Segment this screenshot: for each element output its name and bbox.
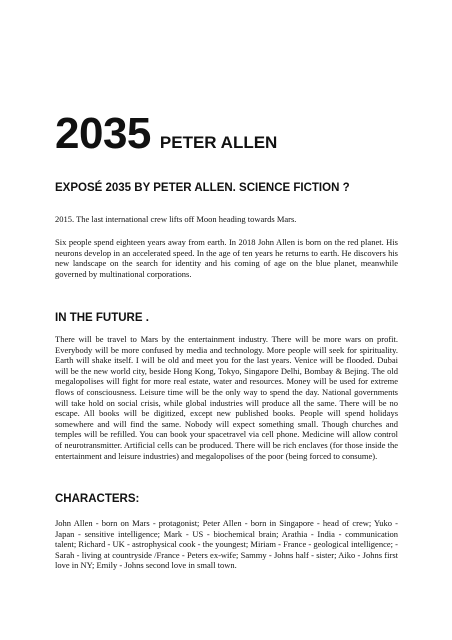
intro-paragraph-1: 2015. The last international crew lifts off Moon heading towards Mars. [55,214,297,224]
subtitle-heading: EXPOSÉ 2035 BY PETER ALLEN. SCIENCE FICTION ? [55,182,350,194]
characters-paragraph: John Allen - born on Mars - protagonist; Peter Allen - born in Singapore - head of crew; Yuko - Japan - sensitive intelligence; Mark - US - biochemical brain; Arathia - India - communication talent; Richard - UK - astrophysical cook - the youngest; Miriam - France - geological intelligence; - Sarah - living at countryside /France - Peters ex-wife; Sammy - Johns half - sister; Aiko - Johns first love in NY; Emily - Johns second love in small town. [55,518,398,571]
title-author: PETER ALLEN [159,133,278,152]
title-year: 2035 [55,109,151,158]
future-heading: IN THE FUTURE . [55,312,149,324]
title-row [55,109,278,158]
future-paragraph: There will be travel to Mars by the entertainment industry. There will be more wars on profit. Everybody will be more confused by media and technology. More people will seek for spirituality. Earth will shake itself. I will be old and meet you for the last years. Venice will be flooded. Dubai will be the new world city, beside Hong Kong, Tokyo, Singapore Delhi, Bombay & Bejing. The old megalopolises will fight for more real estate, water and resources. Money will be used for extreme flows of consciousness. Leisure time will be the only way to spend the day. National governments will take hold on social crisis, while global industries will produce all the same. There will be no escape. All books will be digitized, except new published books. People will spend holidays somewhere and will find the same. Nobody will expect something small. Though churches and temples will be refilled. You can book your spacetravel via cell phone. Medicine will allow control of neurotransmitter. Artificial cells can be produced. There will be rich enclaves (for those inside the entertainment and leisure industries) and megalopolises of the poor (being forced to consume). [55,334,398,461]
characters-heading: CHARACTERS: [55,493,140,505]
intro-paragraph-2: Six people spend eighteen years away from earth. In 2018 John Allen is born on the red planet. His neurons develop in an accelerated speed. In the age of ten years he returns to earth. He discovers his new landscape on the search for identity and his coming of age on the blue planet, meanwhile governed by multinational corporations. [55,237,398,279]
